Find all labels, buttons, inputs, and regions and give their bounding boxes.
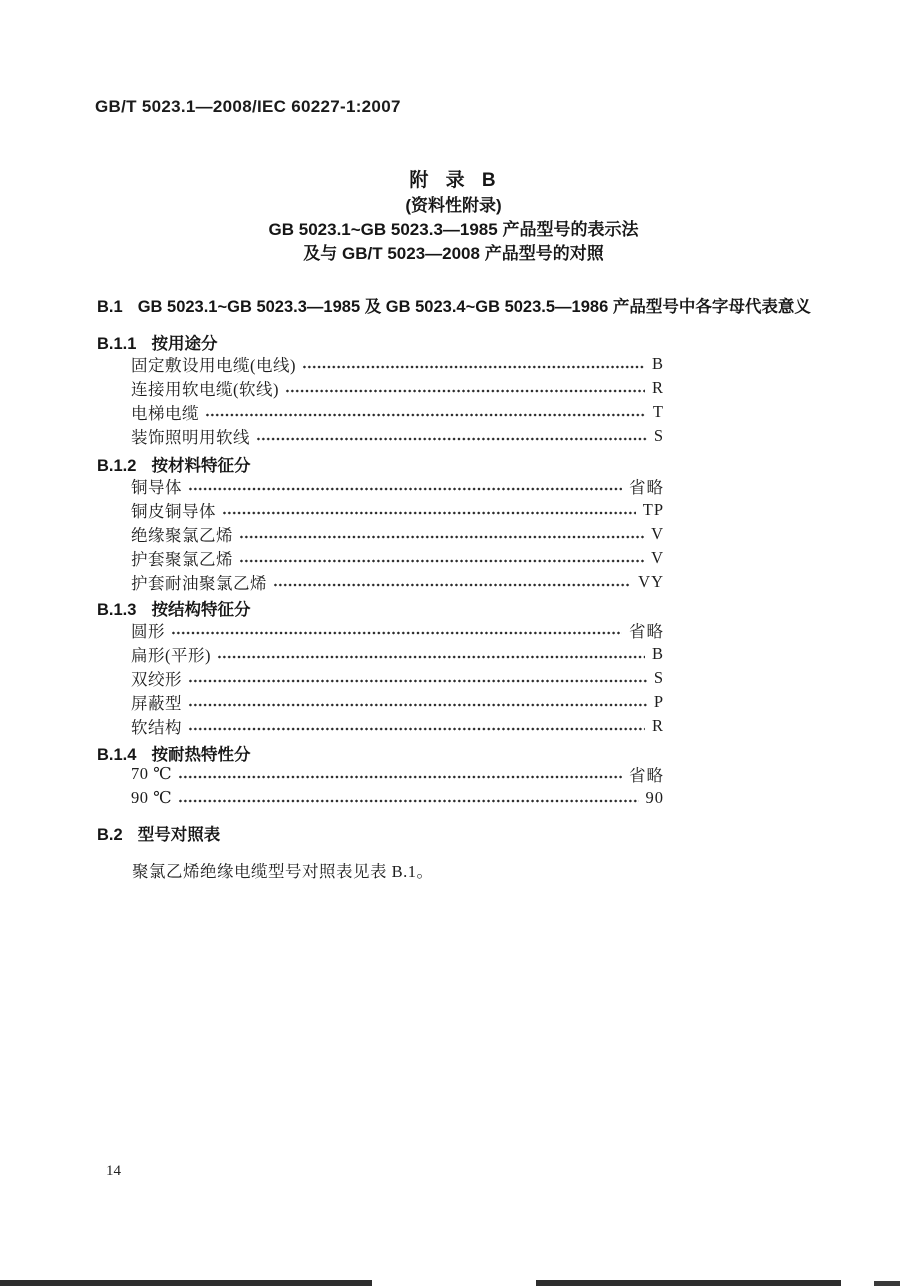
scan-edge-bar-left <box>0 1280 372 1286</box>
section-number: B.1.4 <box>97 746 137 764</box>
item-code: 省略 <box>629 478 664 497</box>
section-b11-heading <box>97 330 217 354</box>
item-label: 屏蔽型 <box>131 694 182 713</box>
item-label: 扁形(平形) <box>131 646 211 665</box>
classification-row <box>131 668 664 688</box>
dot-leader <box>171 630 622 636</box>
item-code: 省略 <box>629 622 664 641</box>
item-label: 双绞形 <box>131 670 182 689</box>
section-title: 按用途分 <box>151 335 218 353</box>
section-number: B.1.3 <box>97 601 137 619</box>
item-label: 铜皮铜导体 <box>131 502 216 521</box>
appendix-subtitle: (资料性附录) <box>405 196 502 215</box>
item-label: 电梯电缆 <box>131 404 199 423</box>
dot-leader <box>273 582 631 588</box>
document-code-header: GB/T 5023.1—2008/IEC 60227-1:2007 <box>95 97 401 116</box>
item-code: 90 <box>645 788 664 807</box>
dot-leader <box>256 436 647 442</box>
dot-leader <box>239 558 644 564</box>
appendix-title-block <box>0 169 907 265</box>
classification-row <box>131 764 664 784</box>
dot-leader <box>222 510 636 516</box>
item-code: 省略 <box>629 766 664 785</box>
item-code: VY <box>638 572 664 591</box>
section-number: B.1.2 <box>97 457 137 475</box>
classification-row <box>131 620 664 640</box>
item-code: S <box>653 426 664 445</box>
section-title: GB 5023.1~GB 5023.3—1985 及 GB 5023.4~GB 5023.5—1986 产品型号中各字母代表意义 <box>137 298 811 316</box>
item-label: 铜导体 <box>131 478 182 497</box>
item-label: 绝缘聚氯乙烯 <box>131 526 233 545</box>
classification-row <box>131 524 664 544</box>
item-label: 护套聚氯乙烯 <box>131 550 233 569</box>
item-label: 装饰照明用软线 <box>131 428 250 447</box>
appendix-name-line2: 及与 GB/T 5023—2008 产品型号的对照 <box>303 244 604 263</box>
item-label: 70 ℃ <box>131 764 173 783</box>
section-b14-heading <box>97 741 250 765</box>
section-b12-heading <box>97 452 250 476</box>
section-title: 按耐热特性分 <box>151 746 251 764</box>
section-b2-heading <box>97 821 220 845</box>
dot-leader <box>217 654 645 660</box>
section-title: 按结构特征分 <box>151 601 251 619</box>
classification-row <box>131 402 664 422</box>
section-b13-heading <box>97 596 250 620</box>
scan-edge-bar-right <box>874 1281 900 1286</box>
item-label: 圆形 <box>131 622 165 641</box>
dot-leader <box>188 702 647 708</box>
appendix-title: 附 录 B <box>409 170 498 191</box>
item-code: P <box>653 692 664 711</box>
item-code: S <box>653 668 664 687</box>
item-code: R <box>651 716 664 735</box>
dot-leader <box>178 774 622 780</box>
dot-leader <box>285 388 645 394</box>
item-code: T <box>652 402 664 421</box>
dot-leader <box>239 534 644 540</box>
b2-paragraph: 聚氯乙烯绝缘电缆型号对照表见表 B.1。 <box>132 862 434 881</box>
dot-leader <box>188 726 645 732</box>
classification-row <box>131 378 664 398</box>
item-code: V <box>651 524 664 543</box>
section-number: B.1.1 <box>97 335 137 353</box>
classification-row <box>131 788 664 808</box>
dot-leader <box>205 412 646 418</box>
section-number: B.2 <box>97 826 123 844</box>
classification-row <box>131 426 664 446</box>
dot-leader <box>178 798 638 804</box>
section-title: 型号对照表 <box>137 826 221 844</box>
item-label: 固定敷设用电缆(电线) <box>131 356 296 375</box>
classification-row <box>131 692 664 712</box>
page-number: 14 <box>106 1163 121 1179</box>
item-code: TP <box>642 500 664 519</box>
classification-row <box>131 548 664 568</box>
scan-edge-bar-middle <box>536 1280 841 1286</box>
classification-row <box>131 716 664 736</box>
item-code: B <box>651 354 664 373</box>
appendix-name-line1: GB 5023.1~GB 5023.3—1985 产品型号的表示法 <box>268 220 639 239</box>
classification-row <box>131 354 664 374</box>
classification-row <box>131 644 664 664</box>
dot-leader <box>188 678 647 684</box>
section-b1-heading <box>97 293 811 317</box>
item-code: B <box>651 644 664 663</box>
classification-row <box>131 500 664 520</box>
section-title: 按材料特征分 <box>151 457 251 475</box>
section-number: B.1 <box>97 298 123 316</box>
dot-leader <box>302 364 645 370</box>
item-code: V <box>651 548 664 567</box>
classification-row <box>131 572 664 592</box>
classification-row <box>131 476 664 496</box>
item-code: R <box>651 378 664 397</box>
item-label: 软结构 <box>131 718 182 737</box>
dot-leader <box>188 486 622 492</box>
item-label: 90 ℃ <box>131 788 173 807</box>
item-label: 连接用软电缆(软线) <box>131 380 279 399</box>
item-label: 护套耐油聚氯乙烯 <box>131 574 267 593</box>
